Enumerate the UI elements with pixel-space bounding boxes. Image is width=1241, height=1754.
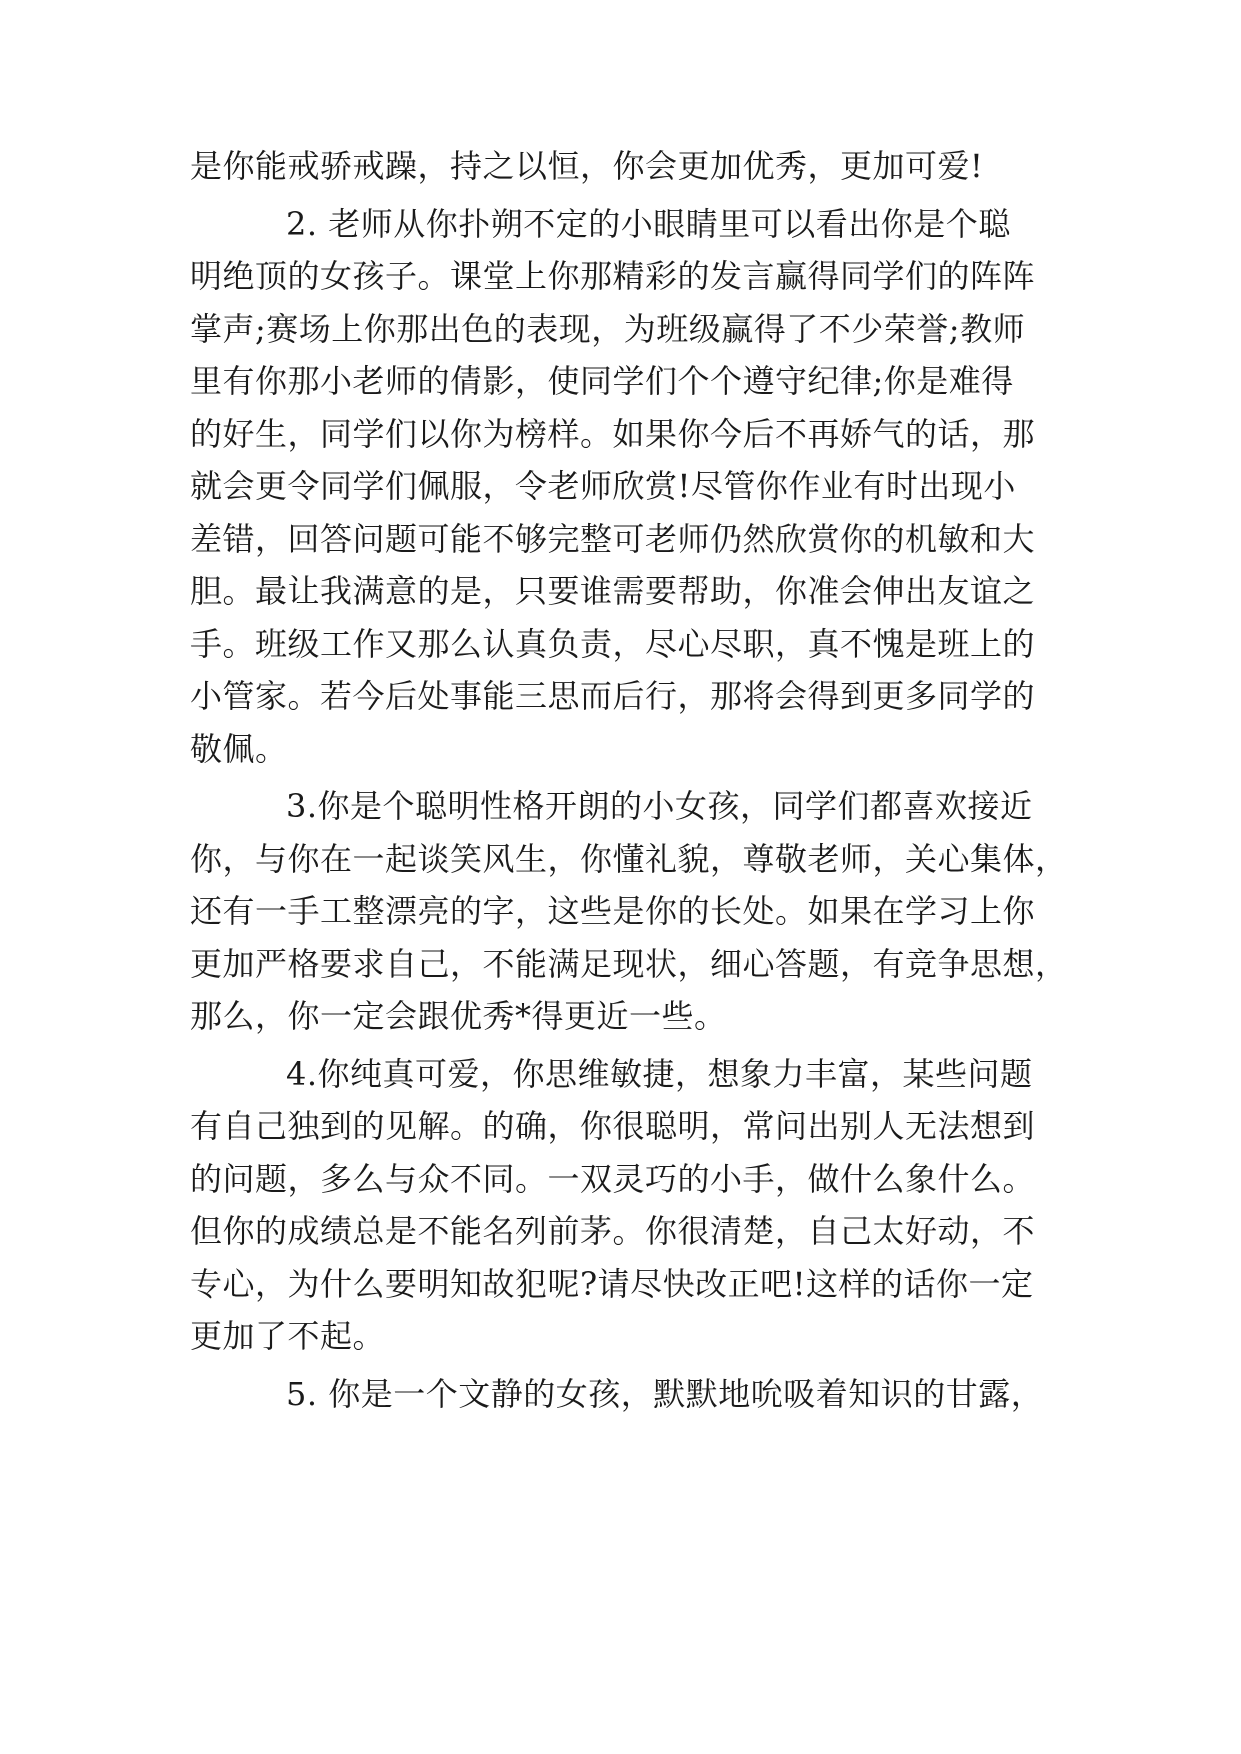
text-line: 小管家。若今后处事能三思而后行，那将会得到更多同学的 [190, 677, 1036, 715]
text-line: 你，与你在一起谈笑风生，你懂礼貌，尊敬老师，关心集体， [190, 839, 1068, 878]
text-line: 就会更令同学们佩服，令老师欣赏!尽管你作业有时出现小 [190, 467, 1016, 505]
paragraph-5-start: 5. 你是一个文静的女孩，默默地吮吸着知识的甘露， [286, 1374, 1044, 1413]
text-line: 掌声;赛场上你那出色的表现，为班级赢得了不少荣誉;教师 [190, 309, 1026, 348]
text-line: 但你的成绩总是不能名列前茅。你很清楚，自己太好动，不 [190, 1212, 1036, 1250]
text-line: 的好生，同学们以你为榜样。如果你今后不再娇气的话，那 [190, 414, 1036, 453]
text-line: 专心，为什么要明知故犯呢?请尽快改正吧!这样的话你一定 [190, 1264, 1034, 1303]
text-line: 差错，回答问题可能不够完整可老师仍然欣赏你的机敏和大 [190, 519, 1036, 558]
text-line: 还有一手工整漂亮的字，这些是你的长处。如果在学习上你 [190, 892, 1036, 930]
document-page [190, 140, 1070, 1420]
text-line: 胆。最让我满意的是，只要谁需要帮助，你准会伸出友谊之 [190, 572, 1036, 610]
text-line: 里有你那小老师的倩影，使同学们个个遵守纪律;你是难得 [190, 362, 1014, 400]
text-line: 是你能戒骄戒躁，持之以恒，你会更加优秀，更加可爱! [190, 147, 984, 185]
text-line: 更加严格要求自己，不能满足现状，细心答题，有竞争思想， [190, 944, 1068, 983]
text-line: 明绝顶的女孩子。课堂上你那精彩的发言赢得同学们的阵阵 [190, 257, 1036, 295]
text-line: 手。班级工作又那么认真负责，尽心尽职，真不愧是班上的 [190, 624, 1036, 663]
text-line: 那么，你一定会跟优秀*得更近一些。 [190, 997, 727, 1035]
text-line: 有自己独到的见解。的确，你很聪明，常问出别人无法想到 [190, 1107, 1036, 1145]
paragraph-4-start: 4.你纯真可爱，你思维敏捷，想象力丰富，某些问题 [286, 1054, 1033, 1093]
text-line: 的问题，多么与众不同。一双灵巧的小手，做什么象什么。 [190, 1159, 1036, 1198]
paragraph-3-start: 3.你是个聪明性格开朗的小女孩，同学们都喜欢接近 [286, 787, 1033, 825]
text-line: 更加了不起。 [190, 1317, 386, 1355]
paragraph-2-start: 2. 老师从你扑朔不定的小眼睛里可以看出你是个聪 [286, 204, 1011, 243]
text-line: 敬佩。 [190, 729, 288, 768]
